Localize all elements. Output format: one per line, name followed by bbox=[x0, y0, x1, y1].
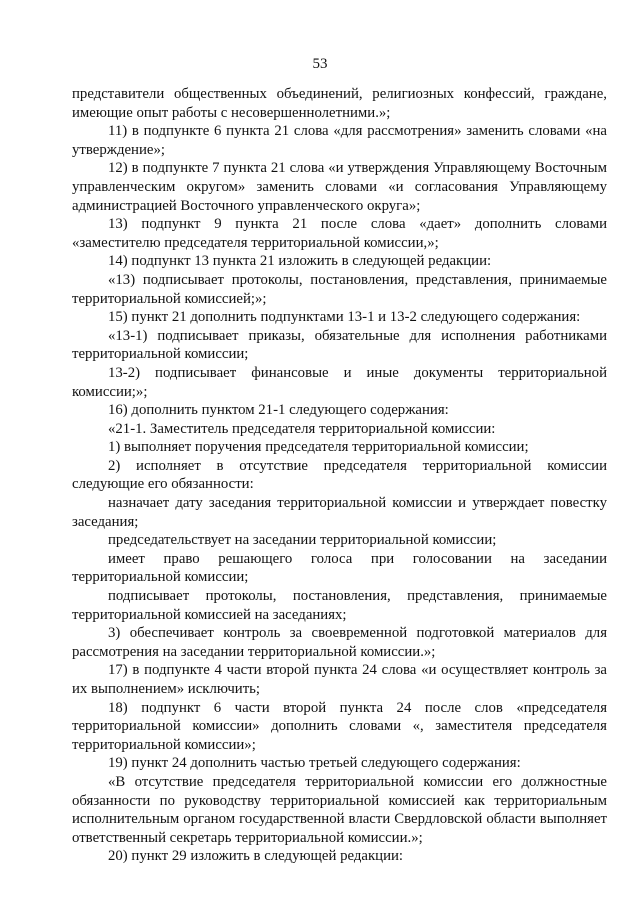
paragraph: 2) исполняет в отсутствие председателя территориальной комиссии следующие его обязанности: bbox=[72, 457, 607, 493]
paragraph: 14) подпункт 13 пункта 21 изложить в следующей редакции: bbox=[108, 253, 492, 270]
paragraph: 20) пункт 29 изложить в следующей редакции: bbox=[108, 848, 404, 865]
page-number: 53 bbox=[312, 56, 328, 72]
paragraph: 1) выполняет поручения председателя территориальной комиссии; bbox=[108, 439, 529, 456]
paragraph: 3) обеспечивает контроль за своевременной подготовкой материалов для рассмотрения на заседании территориальной комиссии.»; bbox=[72, 625, 607, 660]
paragraph: «21-1. Заместитель председателя территориальной комиссии: bbox=[108, 420, 496, 437]
paragraph: 13-2) подписывает финансовые и иные документы территориальной комиссии;»; bbox=[72, 364, 607, 400]
paragraph: «В отсутствие председателя территориальной комиссии его должностные обязанности по руководству территориальной комиссией как территориальным исполнительным органом государственной власти Свердловской области выполняет ответственный секретарь территориальной комиссии.»; bbox=[72, 773, 607, 846]
document-body bbox=[72, 85, 607, 866]
paragraph: представители общественных объединений, религиозных конфессий, граждане, имеющие опыт работы с несовершеннолетними.»; bbox=[72, 86, 607, 121]
paragraph: 11) в подпункте 6 пункта 21 слова «для рассмотрения» заменить словами «на утверждение»; bbox=[72, 123, 607, 158]
paragraph: 19) пункт 24 дополнить частью третьей следующего содержания: bbox=[108, 755, 521, 772]
paragraph: 18) подпункт 6 части второй пункта 24 после слов «председателя территориальной комиссии» дополнить словами «, заместителя председателя территориальной комиссии»; bbox=[72, 699, 607, 753]
paragraph: 15) пункт 21 дополнить подпунктами 13-1 и 13-2 следующего содержания: bbox=[108, 309, 581, 326]
paragraph: назначает дату заседания территориальной комиссии и утверждает повестку заседания; bbox=[72, 495, 607, 530]
paragraph: 13) подпункт 9 пункта 21 после слова «дает» дополнить словами «заместителю председателя территориальной комиссии,»; bbox=[72, 216, 607, 251]
paragraph: 12) в подпункте 7 пункта 21 слова «и утверждения Управляющему Восточным управленческим округом» заменить словами «и согласования Управляющему администрацией Восточного управленческого округа»; bbox=[72, 160, 607, 214]
paragraph: председательствует на заседании территориальной комиссии; bbox=[108, 532, 497, 549]
paragraph: «13-1) подписывает приказы, обязательные для исполнения работниками территориальной комиссии; bbox=[72, 327, 607, 363]
paragraph: «13) подписывает протоколы, постановления, представления, принимаемые территориальной комиссией;»; bbox=[72, 271, 607, 307]
paragraph: 16) дополнить пунктом 21-1 следующего содержания: bbox=[108, 402, 449, 419]
paragraph: имеет право решающего голоса при голосовании на заседании территориальной комиссии; bbox=[72, 550, 607, 586]
paragraph: подписывает протоколы, постановления, представления, принимаемые территориальной комиссией на заседаниях; bbox=[72, 588, 607, 623]
paragraph: 17) в подпункте 4 части второй пункта 24 слова «и осуществляет контроль за их выполнением» исключить; bbox=[72, 662, 607, 697]
